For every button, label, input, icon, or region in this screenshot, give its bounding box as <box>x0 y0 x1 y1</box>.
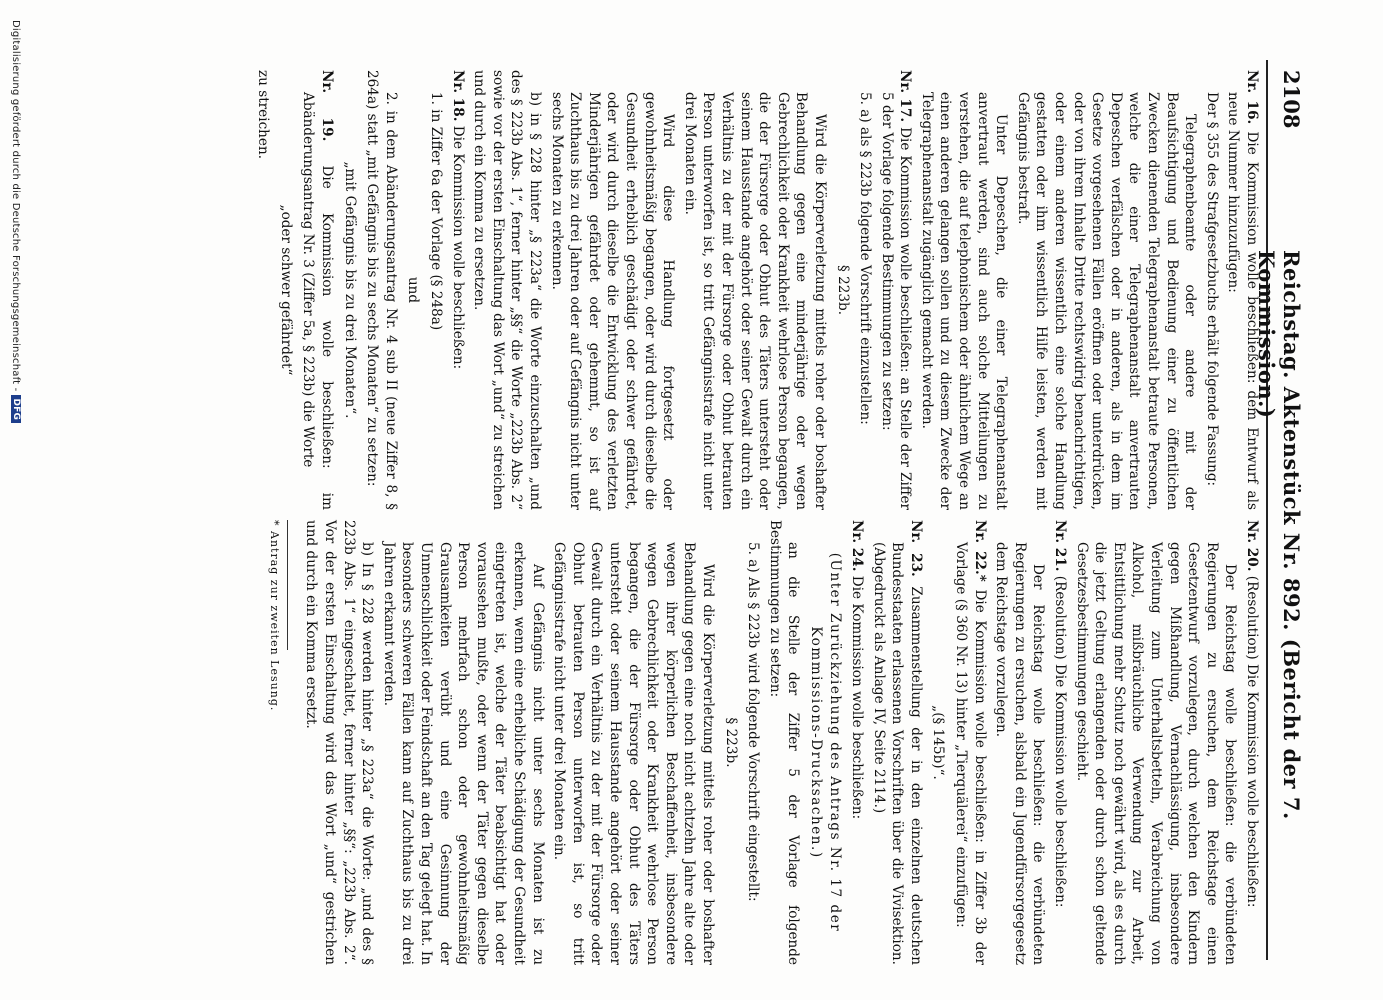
nr19-end: zu streichen. <box>255 70 272 160</box>
item-nr18: Nr. 18. Die Kommission wolle beschließen: <box>449 70 466 370</box>
page-title: Reichstag. Aktenstück Nr. 892. (Bericht der 7. Kommission.) <box>1254 250 1304 820</box>
item-nr20: Nr. 20. (Resolution) Die Kommission wolle beschließen: <box>1244 520 1260 908</box>
section-223b: § 223b. <box>722 717 739 768</box>
nr24-note: (Unter Zurückziehung des Antrags Nr. 17 der Kommissions-Drucksachen.) <box>807 552 843 933</box>
nr18-1: 1. in Ziffer 6a der Vorlage (§ 248a) <box>428 92 445 331</box>
item-nr24: Nr. 24. Die Kommission wolle beschließen: <box>849 520 866 820</box>
nr17-b: b) in § 228 hinter „§ 223a“ die Worte einzuschalten „und des § 223b Abs. 1“, ferner hinter „§§“ die Worte „223b Abs. 2“ sowie vor der ersten Einschaltung das Wort „und“ zu streichen und durch ein Komma zu ersetzen. <box>471 70 544 510</box>
nr24-intro: an die Stelle der Ziffer 5 der Vorlage folgende Bestimmungen zu setzen: <box>766 520 802 965</box>
nr17-5a: 5. a) als § 223b folgende Vorschrift einzustellen: <box>857 92 874 425</box>
nr16-paragraph: Telegraphenbeamte oder andere mit der Beaufsichtigung und Bedienung einer zu öffentlichen Zwecken dienenden Telegraphenanstalt betraute Personen, welche die einer Telegraphenanstalt anvertrauten Depeschen verfälschen oder in anderen, als in dem im Gesetze vorgesehenen Fällen eröffnen oder unterdrücken, oder von ihrem Inhalte Dritte rechtswidrig benachrichtigen, oder einem anderen wissentlich eine solche Handlung gestatten oder ihm wissentlich Hilfe leisten, werden mit Gefängnis bestraft. <box>1014 92 1199 510</box>
digitization-credit: Digitalisierung gefördert durch die Deutsche Forschungsgemeinschaft -DFG <box>10 20 21 980</box>
nr24-paragraph: Wird die Körperverletzung mittels roher oder boshafter Behandlung gegen eine noch nicht achtzehn Jahre alte oder wegen ihrer körperlichen Beschaffenheit, insbesondere wegen Gebrechlichkeit oder Krankheit wehrlose Person begangen, die der Fürsorge oder Obhut des Täters untersteht oder seinem Hausstande angehört oder seiner Gewalt durch ein Verhältnis zu der mit der Fürsorge oder Obhut betrauten Person unterworfen ist, so tritt Gefängnisstrafe nicht unter drei Monaten ein. <box>551 542 716 965</box>
footnote: * Antrag zur zweiten Lesung. <box>267 520 281 712</box>
nr20-paragraph: Der Reichstag wolle beschließen: die verbündeten Regierungen zu ersuchen, dem Reichstage einen Gesetzentwurf vorzulegen, durch welchen den Kindern gegen Mißhandlung, Vernachlässigung, insbesondere Verleitung zum Unterhaltsbetteln, Verabreichung von Alkohol, mißbräuchliche Verwendung zur Arbeit, Entsittlichung mehr Schutz noch gewährt wird, als es durch die jetzt Geltung erlangenden oder durch schon geltende Gesetzesbestimmungen geschieht. <box>1073 542 1239 965</box>
nr17-paragraph: Wird diese Handlung fortgesetzt oder gewohnheitsmäßig begangen, oder wird durch dieselbe die Gesundheit erheblich geschädigt oder schwer gefährdet, oder wird durch dieselbe die Entwicklung des verletzten Minderjährigen gefährdet oder gehemmt, so ist auf Zuchthaus bis zu drei Jahren oder auf Gefängnis nicht unter sechs Monaten zu erkennen. <box>548 92 677 510</box>
dfg-logo: DFG <box>11 395 21 423</box>
section-223b: § 223b. <box>834 264 851 316</box>
item-nr23: Nr. 23. Zusammenstellung der in den einzelnen deutschen Bundesstaaten erlassenen Vorschriften über die Vivisektion. (Abgedruckt als Anlage IV, Seite 2114.) <box>870 520 924 965</box>
item-nr16: Nr. 16. Die Kommission wolle beschließen: dem Entwurf als neue Nummer hinzuzufügen: <box>1225 70 1260 510</box>
nr24-5a: 5. a) Als § 223b wird folgende Vorschrift eingestellt: <box>745 542 762 902</box>
item-nr21: Nr. 21. (Resolution) Die Kommission wolle beschließen: <box>1052 520 1069 908</box>
nr24-b: b) In § 228 werden hinter „§ 223a“ die Worte: „und des § 223b Abs. 1“ eingeschaltet, ferner hinter „§§“: „223b Abs. 2“. Vor der ersten Einschaltung wird das Wort „und“ gestrichen und durch ein Komma ersetzt. <box>303 520 376 965</box>
nr21-paragraph: Der Reichstag wolle beschließen: die verbündeten Regierungen zu ersuchen, alsbald ein Jugendfürsorgegesetz dem Reichstage vorzulegen. <box>993 542 1047 965</box>
nr17-paragraph: Wird die Körperverletzung mittels roher oder boshafter Behandlung gegen eine minderjährige oder wegen Gebrechlichkeit oder Krankheit wehrlose Person begangen, die der Fürsorge oder Obhut des Täters untersteht oder seinem Hausstande angehört oder seiner Gewalt durch ein Verhältnis zu der mit der Fürsorge oder Obhut betrauten Person unterworfen ist, so tritt Gefängnisstrafe nicht unter drei Monaten ein. <box>681 92 828 510</box>
nr18-2: 2. in dem Abänderungsantrag Nr. 4 sub II (neue Ziffer 8, § 264a) statt „mit Gefängnis bis zu sechs Monaten“ zu setzen: <box>364 70 399 510</box>
page-header <box>1254 60 1308 960</box>
nr18-und: und <box>405 276 422 304</box>
item-nr22: Nr. 22.* Die Kommission wolle beschließen: in Ziffer 3b der Vorlage (§ 360 Nr. 13) hinter „Tierquälerei“ einzufügen: <box>953 520 988 965</box>
left-column <box>40 70 1261 510</box>
nr18-quote: „mit Gefängnis bis zu drei Monaten“. <box>341 161 358 419</box>
nr22-quote: „(§ 145b)“. <box>930 705 947 780</box>
nr19-quote: „oder schwer gefährdet“ <box>277 204 294 376</box>
nr16-paragraph: Unter Depeschen, die einer Telegraphenanstalt anvertraut werden, sind auch solche Mitteilungen zu verstehen, die auf telephonischem oder ähnlichem Wege an einen anderen gelangen sollen und zu diesem Zwecke der Telegraphenanstalt zugänglich gemacht werden. <box>918 92 1010 510</box>
footnote-divider <box>287 520 288 650</box>
right-column <box>40 520 1261 965</box>
item-nr17: Nr. 17. Die Kommission wolle beschließen: an Stelle der Ziffer 5 der Vorlage folgende Bestimmungen zu setzen: <box>878 70 914 510</box>
page-number: 2108 <box>1279 70 1304 129</box>
nr16-intro: Der § 355 des Strafgesetzbuchs erhält folgende Fassung: <box>1203 92 1220 487</box>
item-nr19: Nr. 19. Die Kommission wolle beschließen: im Abänderungsantrag Nr. 3 (Ziffer 5a, § 223b) die Worte <box>300 70 336 510</box>
nr24-paragraph: Auf Gefängnis nicht unter sechs Monaten ist zu erkennen, wenn eine erhebliche Schädigung der Gesundheit eingetreten ist, welche der Täter beabsichtigt hat oder voraussehen mußte, oder wenn der Täter gegen dieselbe Person mehrfach schon oder gewohnheitsmäßig Grausamkeiten verübt und eine Gesinnung der Unmenschlichkeit oder Feindschaft an den Tag gelegt hat. In besonders schweren Fällen kann auf Zuchthaus bis zu drei Jahren erkannt werden. <box>380 542 546 965</box>
